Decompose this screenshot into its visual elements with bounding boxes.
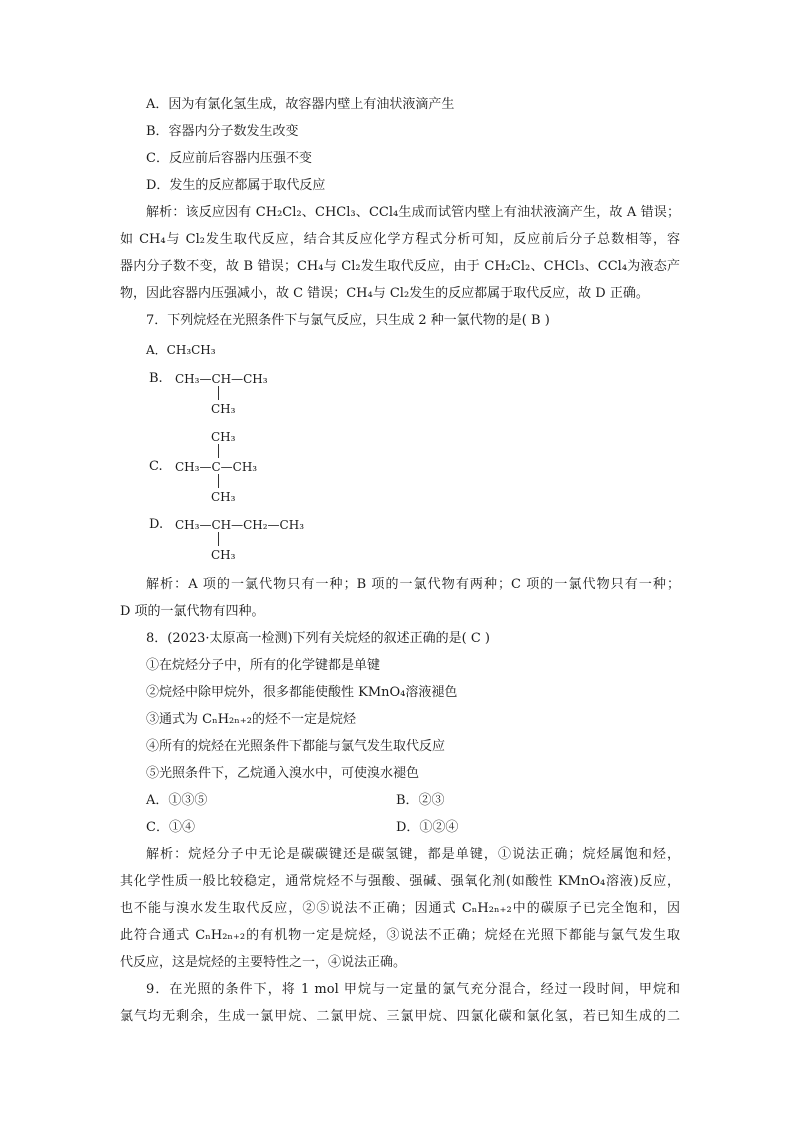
q7-option-b-label: B. <box>149 371 163 386</box>
q8-choice-a: A．①③⑤ <box>146 793 208 808</box>
q6-option-a: A．因为有氯化氢生成，故容器内壁上有油状液滴产生 <box>146 97 455 112</box>
q6-option-c: C．反应前后容器内压强不变 <box>146 151 312 166</box>
q6-analysis-line: 如 CH₄与 Cl₂发生取代反应，结合其反应化学方程式分析可知，反应前后分子总数相等，容 <box>120 232 680 247</box>
q8-statement: ⑤光照条件下，乙烷通入溴水中，可使溴水褪色 <box>146 766 420 781</box>
q7-stem: 7．下列烷烃在光照条件下与氯气反应，只生成 2 种一氯代物的是( B ) <box>146 313 550 328</box>
q8-statement: ③通式为 CₙH₂ₙ₊₂的烃不一定是烷烃 <box>146 712 356 727</box>
q8-analysis-line: 解析：烷烃分子中无论是碳碳键还是碳氢键，都是单键，①说法正确；烷烃属饱和烃， <box>146 847 680 862</box>
q6-option-d: D．发生的反应都属于取代反应 <box>146 178 326 193</box>
q8-choice-b: B．②③ <box>396 793 445 808</box>
q6-analysis-line: 物，因此容器内压强减小，故 C 错误；CH₄与 Cl₂发生的反应都属于取代反应，故 D 正确。 <box>120 286 649 301</box>
q8-statement: ④所有的烷烃在光照条件下都能与氯气发生取代反应 <box>146 739 446 754</box>
q7-option-d-label: D. <box>149 517 164 532</box>
q7-option-a: A．CH₃CH₃ <box>146 343 216 357</box>
q9-line: 9．在光照的条件下，将 1 mol 甲烷与一定量的氯气充分混合，经过一段时间，甲烷和 <box>146 982 680 997</box>
q7-option-c-top: CH₃ <box>211 430 236 444</box>
q8-analysis-line: 也不能与溴水发生取代反应，②⑤说法不正确；因通式 CₙH₂ₙ₊₂中的碳原子已完全饱和，因 <box>120 901 680 916</box>
q9-line: 氯气均无剩余，生成一氯甲烷、二氯甲烷、三氯甲烷、四氯化碳和氯化氢，若已知生成的二 <box>120 1009 680 1024</box>
q7-option-c-bottom: CH₃ <box>211 490 236 504</box>
bond-line <box>218 474 219 488</box>
q8-analysis-line: 其化学性质一般比较稳定，通常烷烃不与强酸、强碱、强氧化剂(如酸性 KMnO₄溶液)反应， <box>120 874 680 889</box>
q8-statement: ①在烷烃分子中，所有的化学键都是单键 <box>146 658 381 673</box>
q6-analysis-line: 器内分子数不变，故 B 错误；CH₄与 Cl₂发生取代反应，由于 CH₂Cl₂、CHCl₃、CCl₄为液态产 <box>120 259 680 274</box>
q8-choice-c: C．①④ <box>146 820 195 835</box>
bond-line <box>218 386 219 400</box>
q7-option-d-main-chain: CH₃—CH—CH₂—CH₃ <box>175 518 305 532</box>
q7-option-c-main-chain: CH₃—C—CH₃ <box>175 460 258 474</box>
q7-option-d-branch: CH₃ <box>211 548 236 562</box>
q8-stem: 8．(2023·太原高一检测)下列有关烷烃的叙述正确的是( C ) <box>146 631 490 646</box>
bond-line <box>218 532 219 546</box>
q8-analysis-line: 代反应，这是烷烃的主要特性之一，④说法正确。 <box>120 955 407 970</box>
q7-option-b-branch: CH₃ <box>211 402 236 416</box>
q6-option-b: B．容器内分子数发生改变 <box>146 124 299 139</box>
q7-option-b-main-chain: CH₃—CH—CH₃ <box>175 372 268 386</box>
q7-analysis-line: 解析：A 项的一氯代物只有一种；B 项的一氯代物有两种；C 项的一氯代物只有一种； <box>146 577 680 592</box>
q7-analysis-line: D 项的一氯代物有四种。 <box>120 604 265 619</box>
bond-line <box>218 444 219 458</box>
q7-option-c-label: C. <box>149 459 163 474</box>
q6-analysis-line: 解析：该反应因有 CH₂Cl₂、CHCl₃、CCl₄生成而试管内壁上有油状液滴产生，故 A 错误； <box>146 205 680 220</box>
q8-analysis-line: 此符合通式 CₙH₂ₙ₊₂的有机物一定是烷烃，③说法不正确；烷烃在光照下都能与氯气发生取 <box>120 928 680 943</box>
q8-choice-d: D．①②④ <box>396 820 459 835</box>
q8-statement: ②烷烃中除甲烷外，很多都能使酸性 KMnO₄溶液褪色 <box>146 685 458 700</box>
